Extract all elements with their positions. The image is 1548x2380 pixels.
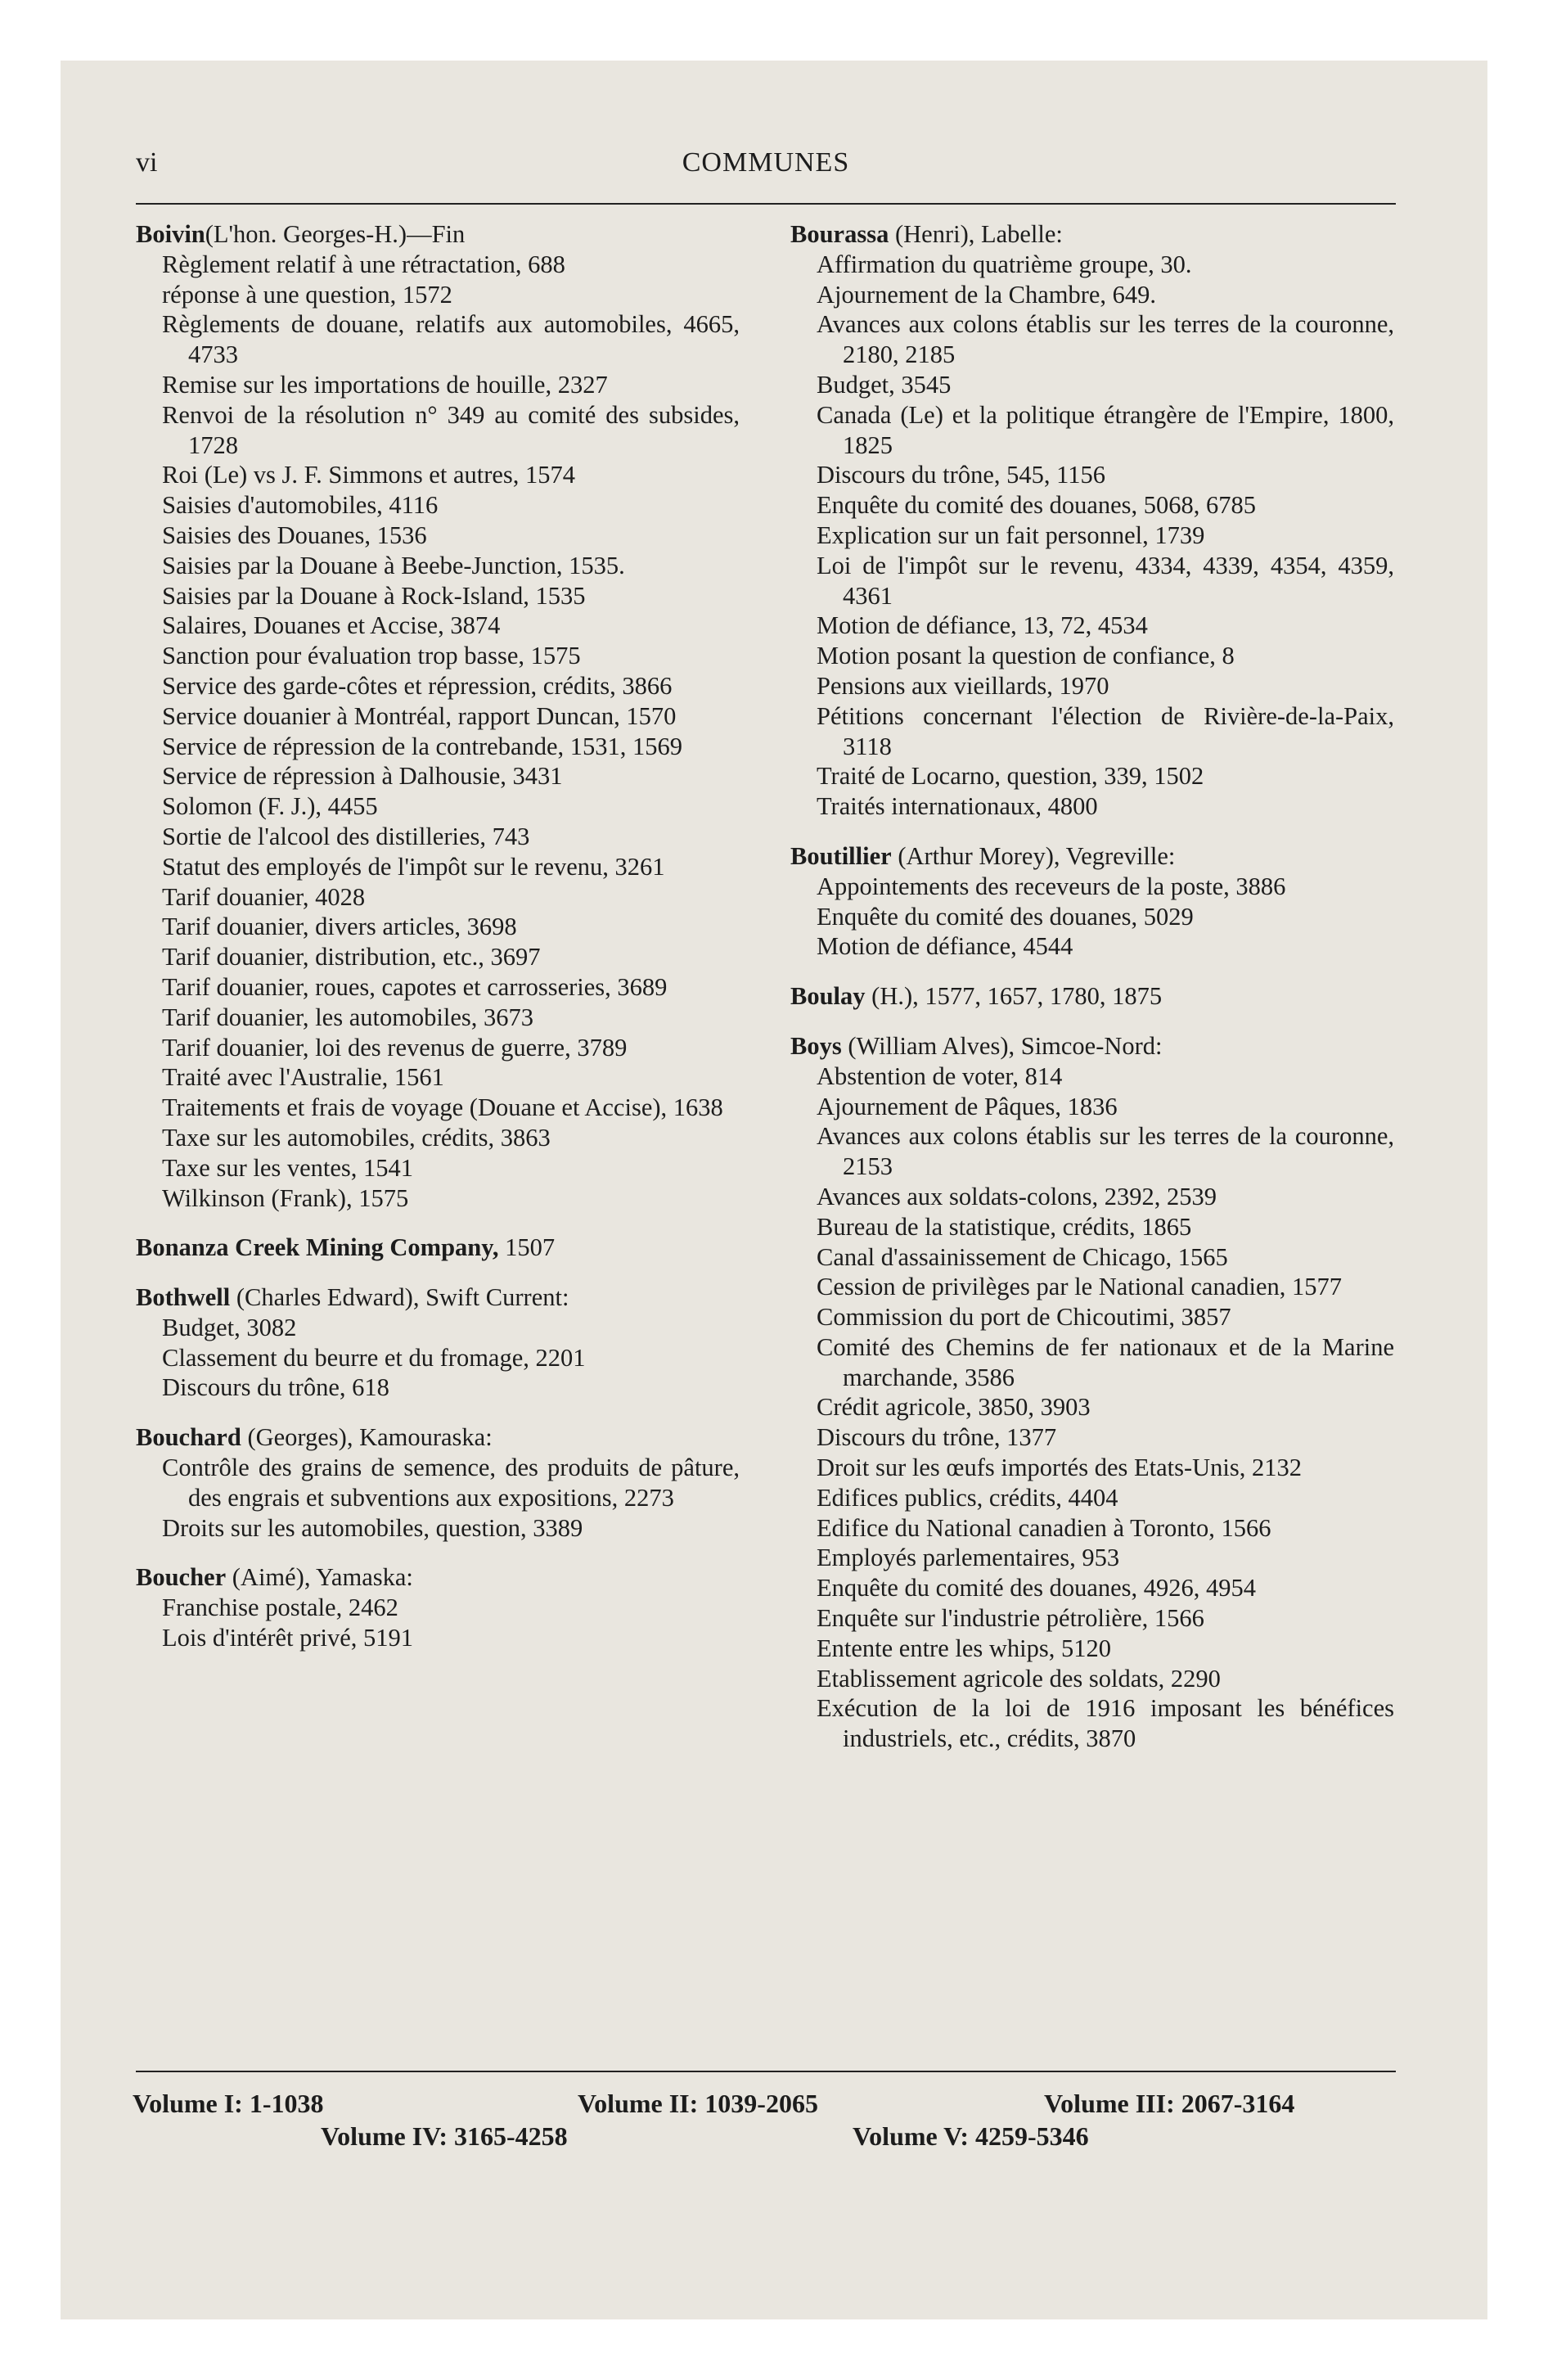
entry-qualifier: (William Alves), Simcoe-Nord:: [841, 1031, 1163, 1060]
subentry: Service de répression à Dalhousie, 3431: [162, 762, 563, 791]
subentry: Sanction pour évaluation trop basse, 1575: [162, 642, 581, 670]
entry-heading: [136, 219, 740, 250]
subentry: Statut des employés de l'impôt sur le revenu, 3261: [162, 852, 665, 881]
header-rule: [136, 203, 1396, 205]
subentry: Droit sur les œufs importés des Etats-Unis, 2132: [817, 1454, 1302, 1482]
subentry: Contrôle des grains de semence, des produits de pâture, des engrais et subventions aux expositions, 2273: [162, 1454, 740, 1512]
volume-1-range: Volume I: 1-1038: [133, 2089, 324, 2118]
entry-name: Bothwell: [136, 1283, 231, 1312]
subentry: Employés parlementaires, 953: [817, 1544, 1120, 1572]
subentry: Saisies d'automobiles, 4116: [162, 491, 439, 520]
subentry: Classement du beurre et du fromage, 2201: [162, 1343, 586, 1372]
subentry: Comité des Chemins de fer nationaux et de la Marine marchande, 3586: [817, 1332, 1394, 1391]
subentry: Tarif douanier, distribution, etc., 3697: [162, 943, 541, 971]
subentry: Saisies par la Douane à Rock-Island, 1535: [162, 581, 586, 610]
entry-qualifier: (L'hon. Georges-H.)—Fin: [205, 220, 466, 248]
subentry: Motion de défiance, 13, 72, 4534: [817, 611, 1148, 640]
entry-heading: [136, 1282, 740, 1313]
subentry: Motion de défiance, 4544: [817, 932, 1073, 961]
entry-qualifier: 1507: [498, 1233, 556, 1262]
subentry: Traitements et frais de voyage (Douane et Accise), 1638: [162, 1093, 723, 1122]
page-title: COMMUNES: [682, 147, 850, 178]
entry-name: Boivin: [136, 220, 205, 248]
subentry: Bureau de la statistique, crédits, 1865: [817, 1212, 1192, 1241]
subentry: Service des garde-côtes et répression, crédits, 3866: [162, 671, 673, 700]
subentry: Tarif douanier, 4028: [162, 882, 366, 911]
subentry: Taxe sur les ventes, 1541: [162, 1153, 414, 1182]
subentry: Enquête du comité des douanes, 4926, 4954: [817, 1574, 1257, 1602]
subentry: Discours du trône, 1377: [817, 1423, 1057, 1452]
index-entry: [136, 1562, 740, 1652]
subentry: réponse à une question, 1572: [162, 280, 452, 309]
subentry: Pétitions concernant l'élection de Rivière-de-la-Paix, 3118: [817, 701, 1394, 760]
index-entry: [790, 219, 1394, 822]
subentry: Commission du port de Chicoutimi, 3857: [817, 1303, 1231, 1332]
footer-row-1: [133, 2089, 1396, 2121]
entry-heading: [790, 981, 1394, 1012]
subentry: Tarif douanier, roues, capotes et carrosseries, 3689: [162, 972, 668, 1001]
entry-qualifier: (Aimé), Yamaska:: [226, 1563, 413, 1592]
subentry: Abstention de voter, 814: [817, 1062, 1063, 1090]
subentry: Exécution de la loi de 1916 imposant les bénéfices industriels, etc., crédits, 3870: [817, 1694, 1394, 1753]
left-column: [136, 219, 740, 1673]
volume-footer: [133, 2071, 1396, 2154]
volume-3-range: Volume III: 2067-3164: [1044, 2089, 1295, 2118]
subentry: Traité de Locarno, question, 339, 1502: [817, 762, 1204, 791]
subentry: Renvoi de la résolution n° 349 au comité des subsides, 1728: [162, 400, 740, 459]
subentry: Franchise postale, 2462: [162, 1593, 398, 1622]
subentry: Tarif douanier, les automobiles, 3673: [162, 1003, 534, 1031]
subentry: Tarif douanier, divers articles, 3698: [162, 913, 517, 941]
volume-4-range: Volume IV: 3165-4258: [321, 2121, 568, 2151]
entry-heading: [790, 219, 1394, 250]
entry-qualifier: (H.), 1577, 1657, 1780, 1875: [865, 982, 1163, 1011]
subentry: Lois d'intérêt privé, 5191: [162, 1624, 414, 1652]
entry-qualifier: (Arthur Morey), Vegreville:: [891, 841, 1176, 870]
index-entry: [136, 219, 740, 1213]
subentry: Solomon (F. J.), 4455: [162, 792, 378, 821]
footer-row-2: [136, 2121, 1396, 2154]
page-number: vi: [136, 147, 158, 178]
subentry: Ajournement de Pâques, 1836: [817, 1092, 1118, 1120]
subentry: Service douanier à Montréal, rapport Duncan, 1570: [162, 701, 677, 730]
subentry: Tarif douanier, loi des revenus de guerre, 3789: [162, 1033, 628, 1062]
subentry: Traité avec l'Australie, 1561: [162, 1063, 444, 1092]
subentry: Service de répression de la contrebande, 1531, 1569: [162, 732, 683, 760]
subentry: Avances aux soldats-colons, 2392, 2539: [817, 1182, 1217, 1210]
subentry: Enquête du comité des douanes, 5068, 6785: [817, 491, 1257, 520]
entry-qualifier: (Henri), Labelle:: [889, 220, 1063, 248]
page-header: [136, 147, 1396, 196]
subentry: Canal d'assainissement de Chicago, 1565: [817, 1242, 1228, 1271]
subentry: Edifices publics, crédits, 4404: [817, 1483, 1118, 1512]
entry-name: Boulay: [790, 982, 866, 1011]
subentry: Roi (Le) vs J. F. Simmons et autres, 1574: [162, 461, 576, 489]
index-columns: [136, 219, 1396, 2061]
index-entry: [790, 981, 1394, 1012]
subentry: Budget, 3082: [162, 1313, 297, 1341]
index-entry: [136, 1233, 740, 1263]
subentry: Pensions aux vieillards, 1970: [817, 671, 1109, 700]
subentry: Cession de privilèges par le National canadien, 1577: [817, 1273, 1343, 1301]
subentry: Règlement relatif à une rétractation, 688: [162, 250, 565, 278]
subentry: Traités internationaux, 4800: [817, 792, 1098, 821]
entry-name: Boucher: [136, 1563, 227, 1592]
subentry: Règlements de douane, relatifs aux automobiles, 4665, 4733: [162, 310, 740, 369]
subentry: Enquête du comité des douanes, 5029: [817, 902, 1194, 931]
volume-5-range: Volume V: 4259-5346: [853, 2121, 1089, 2151]
entry-name: Boutillier: [790, 841, 892, 870]
subentry: Loi de l'impôt sur le revenu, 4334, 4339, 4354, 4359, 4361: [817, 551, 1394, 610]
subentry: Sortie de l'alcool des distilleries, 743: [162, 822, 530, 850]
entry-name: Boys: [790, 1031, 842, 1060]
subentry: Motion posant la question de confiance, 8: [817, 642, 1235, 670]
entry-heading: [790, 1031, 1394, 1062]
subentry: Avances aux colons établis sur les terres de la couronne, 2153: [817, 1122, 1394, 1181]
index-entry: [790, 841, 1394, 962]
subentry: Budget, 3545: [817, 370, 952, 399]
index-entry: [790, 1031, 1394, 1754]
subentry: Explication sur un fait personnel, 1739: [817, 521, 1205, 549]
footer-rule: [136, 2071, 1396, 2072]
subentry: Discours du trône, 618: [162, 1373, 389, 1402]
subentry: Crédit agricole, 3850, 3903: [817, 1393, 1091, 1422]
subentry: Salaires, Douanes et Accise, 3874: [162, 611, 501, 640]
entry-qualifier: (Georges), Kamouraska:: [241, 1423, 493, 1452]
subentry: Droits sur les automobiles, question, 3389: [162, 1513, 583, 1542]
subentry: Enquête sur l'industrie pétrolière, 1566: [817, 1604, 1204, 1633]
entry-heading: [136, 1422, 740, 1453]
subentry: Wilkinson (Frank), 1575: [162, 1183, 409, 1212]
subentry: Ajournement de la Chambre, 649.: [817, 280, 1157, 309]
entry-name: Bonanza Creek Mining Company,: [136, 1233, 499, 1262]
subentry: Edifice du National canadien à Toronto, 1566: [817, 1513, 1271, 1542]
right-column: [790, 219, 1394, 1774]
index-page: [133, 147, 1396, 2151]
subentry: Entente entre les whips, 5120: [817, 1634, 1111, 1662]
subentry: Saisies des Douanes, 1536: [162, 521, 427, 549]
subentry: Affirmation du quatrième groupe, 30.: [817, 250, 1192, 278]
subentry: Discours du trône, 545, 1156: [817, 461, 1105, 489]
entry-heading: [136, 1562, 740, 1593]
subentry: Avances aux colons établis sur les terres de la couronne, 2180, 2185: [817, 310, 1394, 369]
subentry: Remise sur les importations de houille, 2327: [162, 370, 608, 399]
entry-name: Bourassa: [790, 220, 889, 248]
entry-qualifier: (Charles Edward), Swift Current:: [230, 1283, 569, 1312]
subentry: Etablissement agricole des soldats, 2290: [817, 1664, 1221, 1693]
entry-heading: [136, 1233, 740, 1263]
volume-2-range: Volume II: 1039-2065: [578, 2089, 818, 2118]
entry-heading: [790, 841, 1394, 872]
subentry: Appointements des receveurs de la poste, 3886: [817, 872, 1286, 900]
index-entry: [136, 1282, 740, 1403]
subentry: Canada (Le) et la politique étrangère de l'Empire, 1800, 1825: [817, 400, 1394, 459]
entry-name: Bouchard: [136, 1423, 241, 1452]
subentry: Saisies par la Douane à Beebe-Junction, 1535.: [162, 551, 625, 579]
index-entry: [136, 1422, 740, 1543]
subentry: Taxe sur les automobiles, crédits, 3863: [162, 1123, 551, 1152]
